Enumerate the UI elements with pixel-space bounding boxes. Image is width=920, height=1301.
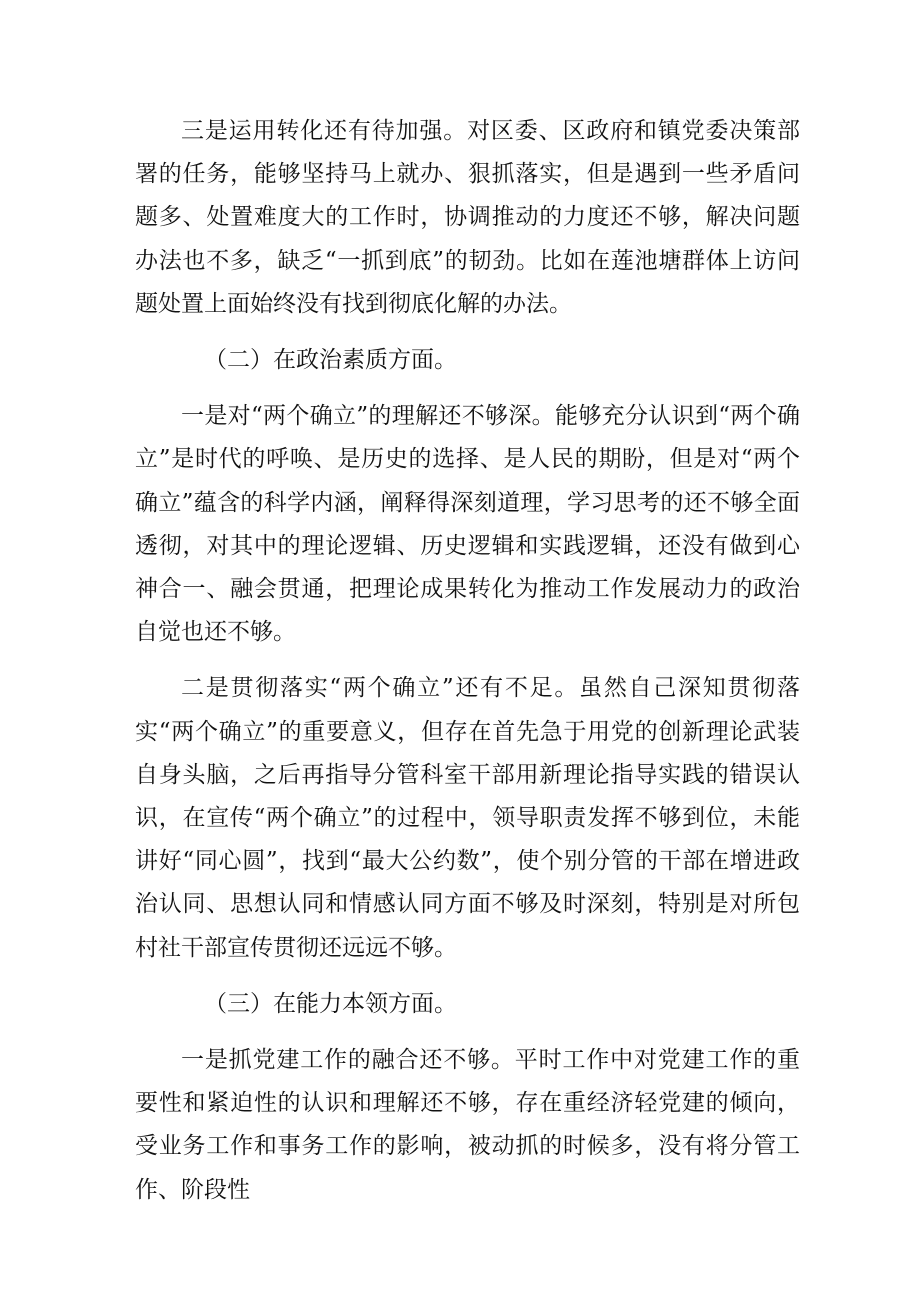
section-heading-ability: （三）在能力本领方面。 [204,990,457,1017]
section-heading-political-quality: （二）在政治素质方面。 [204,347,457,374]
document-body [135,110,800,1212]
paragraph-application: 三是运用转化还有待加强。对区委、区政府和镇党委决策部署的任务，能够坚持马上就办、狠抓落实，但是遇到一些矛盾问题多、处置难度大的工作时，协调推动的力度还不够，解决问题办法也不多，缺乏“一抓到底”的韧劲。比如在莲池塘群体上访问题处置上面始终没有找到彻底化解的办法。 [135,118,800,317]
paragraph-party-building: 一是抓党建工作的融合还不够。平时工作中对党建工作的重要性和紧迫性的认识和理解还不够，存在重经济轻党建的倾向，受业务工作和事务工作的影响，被动抓的时候多，没有将分管工作、阶段性 [135,1047,800,1203]
paragraph-implementation: 二是贯彻落实“两个确立”还有不足。虽然自己深知贯彻落实“两个确立”的重要意义，但存在首先急于用党的创新理论武装自身头脑，之后再指导分管科室干部用新理论指导实践的错误认识，在宣传“两个确立”的过程中，领导职责发挥不够到位，未能讲好“同心圆”，找到“最大公约数”，使个别分管的干部在增进政治认同、思想认同和情感认同方面不够及时深刻，特别是对所包村社干部宣传贯彻还远远不够。 [135,675,800,961]
paragraph-understanding: 一是对“两个确立”的理解还不够深。能够充分认识到“两个确立”是时代的呼唤、是历史的选择、是人民的期盼，但是对“两个确立”蕴含的科学内涵，阐释得深刻道理，学习思考的还不够全面透彻，对其中的理论逻辑、历史逻辑和实践逻辑，还没有做到心神合一、融会贯通，把理论成果转化为推动工作发展动力的政治自觉也还不够。 [135,403,800,646]
